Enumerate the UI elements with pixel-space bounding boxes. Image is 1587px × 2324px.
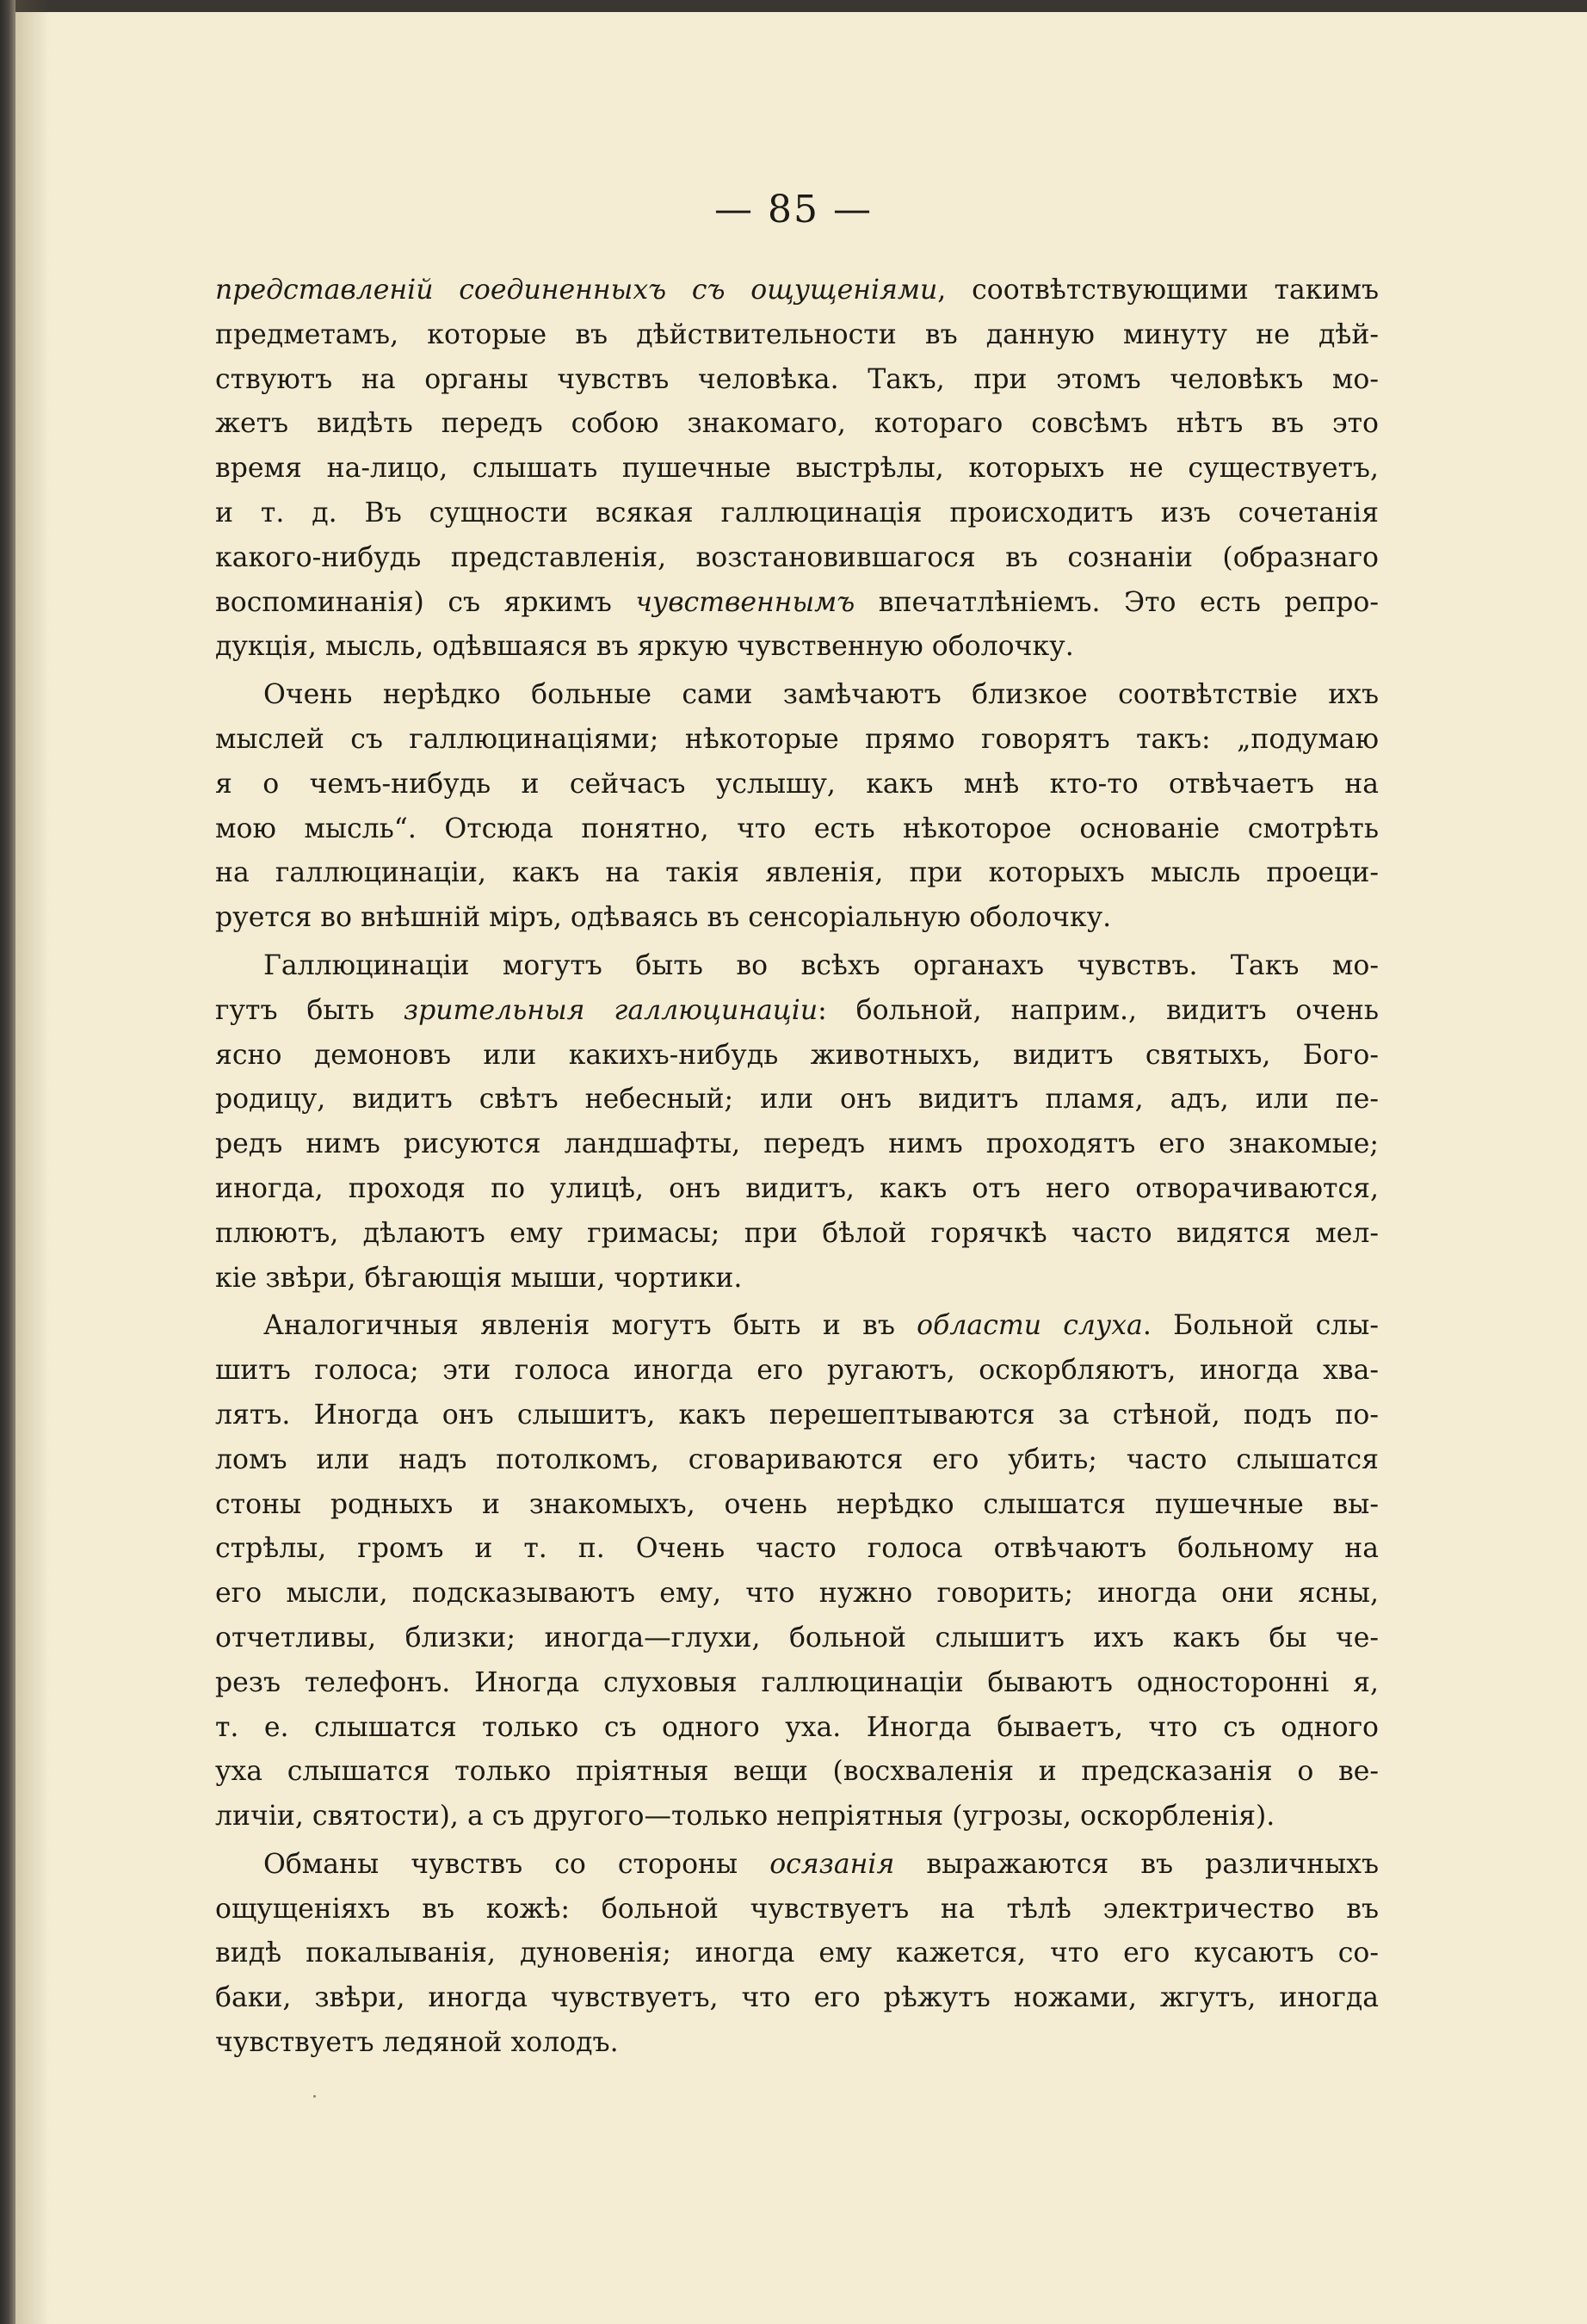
text-line: мыслей съ галлюцинаціями; нѣкоторые прямо говорятъ такъ: „подумаю [215,723,1379,755]
text-line: какого-нибудь представленія, возстановившагося въ сознаніи (образнаго [215,541,1379,573]
text-line: плюютъ, дѣлаютъ ему гримасы; при бѣлой горячкѣ часто видятся мел- [215,1217,1379,1249]
text-run: выражаются въ различныхъ [894,1848,1379,1880]
text-line: руется во внѣшній міръ, одѣваясь въ сенсоріальную оболочку. [215,902,1112,934]
italic-term: чувственнымъ [635,586,855,618]
text-line: я о чемъ-нибудь и сейчасъ услышу, какъ мнѣ кто-то отвѣчаетъ на [215,768,1379,800]
text-run: Аналогичныя явленія могутъ быть и въ [263,1310,917,1342]
italic-term: области слуха [917,1310,1143,1342]
text-line: шитъ голоса; эти голоса иногда его ругаютъ, оскорбляютъ, иногда хва- [215,1355,1379,1387]
text-line: ясно демоновъ или какихъ-нибудь животныхъ, видитъ святыхъ, Бого- [215,1039,1379,1071]
text-run: . Больной слы- [1142,1310,1380,1342]
text-line: уха слышатся только пріятныя вещи (восхваленія и предсказанія о ве- [215,1756,1379,1788]
text-line: предметамъ, которые въ дѣйствительности въ данную минуту не дѣй- [215,318,1379,350]
text-line [215,989,1379,1034]
text-line [215,1843,1379,1888]
text-line: мою мысль“. Отсюда понятно, что есть нѣкоторое основаніе смотрѣть [215,813,1379,844]
page-top-edge [0,0,1587,12]
text-run: Обманы чувствъ со стороны [263,1848,770,1880]
text-line: стрѣлы, громъ и т. п. Очень часто голоса отвѣчаютъ больному на [215,1533,1379,1565]
text-line: стоны родныхъ и знакомыхъ, очень нерѣдко слышатся пушечные вы- [215,1488,1379,1520]
text-line: ощущеніяхъ въ кожѣ: больной чувствуетъ на тѣлѣ электричество въ [215,1893,1379,1925]
text-line: ломъ или надъ потолкомъ, сговариваются его убить; часто слышатся [215,1443,1379,1475]
text-line: отчетливы, близки; иногда—глухи, больной слышитъ ихъ какъ бы че- [215,1622,1379,1653]
text-line: личіи, святости), а съ другого—только непріятныя (угрозы, оскорбленія). [215,1801,1275,1833]
text-line: на галлюцинаціи, какъ на такія явленія, при которыхъ мысль проеци- [215,857,1379,889]
text-line: редъ нимъ рисуются ландшафты, передъ нимъ проходятъ его знакомые; [215,1128,1379,1160]
paper-speck [313,2095,316,2098]
text-line: ствуютъ на органы чувствъ человѣка. Такъ, при этомъ человѣкъ мо- [215,363,1379,395]
text-line: кіе звѣри, бѣгающія мыши, чортики. [215,1262,743,1294]
italic-term: осязанія [769,1848,895,1880]
italic-term: представленій соединенныхъ съ ощущеніями [215,275,938,306]
text-line: баки, звѣри, иногда чувствуетъ, что его рѣжутъ ножами, жгутъ, иногда [215,1982,1379,2014]
text-line [215,581,1379,626]
text-run: гутъ быть [215,994,404,1026]
text-line: резъ телефонъ. Иногда слуховыя галлюцинаціи бываютъ односторонні я, [215,1666,1379,1698]
text-line: и т. д. Въ сущности всякая галлюцинація происходитъ изъ сочетанія [215,497,1379,528]
text-line: его мысли, подсказываютъ ему, что нужно говорить; иногда они ясны, [215,1578,1379,1610]
text-line [215,1304,1379,1349]
text-run: воспоминанія) съ яркимъ [215,586,636,618]
page-number: — 85 — [714,188,873,232]
italic-term: зрительныя галлюцинаціи [403,994,818,1026]
text-run: впечатлѣніемъ. Это есть репро- [855,586,1379,618]
text-line [215,269,1379,313]
text-line: чувствуетъ ледяной холодъ. [215,2027,619,2059]
text-line: видѣ покалыванія, дуновенія; иногда ему кажется, что его кусаютъ со- [215,1938,1379,1969]
text-run: , соотвѣтствующими такимъ [937,275,1379,306]
text-line: время на-лицо, слышать пушечные выстрѣлы, которыхъ не существуетъ, [215,453,1379,485]
text-line: родицу, видитъ свѣтъ небесный; или онъ видитъ пламя, адъ, или пе- [215,1084,1379,1116]
text-line: дукція, мысль, одѣвшаяся въ яркую чувственную оболочку. [215,631,1074,663]
text-line: Галлюцинаціи могутъ быть во всѣхъ органахъ чувствъ. Такъ мо- [263,949,1379,981]
text-run: : больной, наприм., видитъ очень [818,994,1380,1026]
book-spine-edge [0,0,15,2324]
text-line: иногда, проходя по улицѣ, онъ видитъ, какъ отъ него отворачиваются, [215,1172,1379,1204]
body-text [215,269,1379,2066]
gutter-shadow [15,0,50,2324]
text-line: Очень нерѣдко больные сами замѣчаютъ близкое соотвѣтствіе ихъ [263,679,1379,711]
text-line: лятъ. Иногда онъ слышитъ, какъ перешептываются за стѣной, подъ по- [215,1399,1379,1431]
text-line: жетъ видѣть передъ собою знакомаго, котораго совсѣмъ нѣтъ въ это [215,408,1379,440]
text-line: т. е. слышатся только съ одного уха. Иногда бываетъ, что съ одного [215,1711,1379,1743]
